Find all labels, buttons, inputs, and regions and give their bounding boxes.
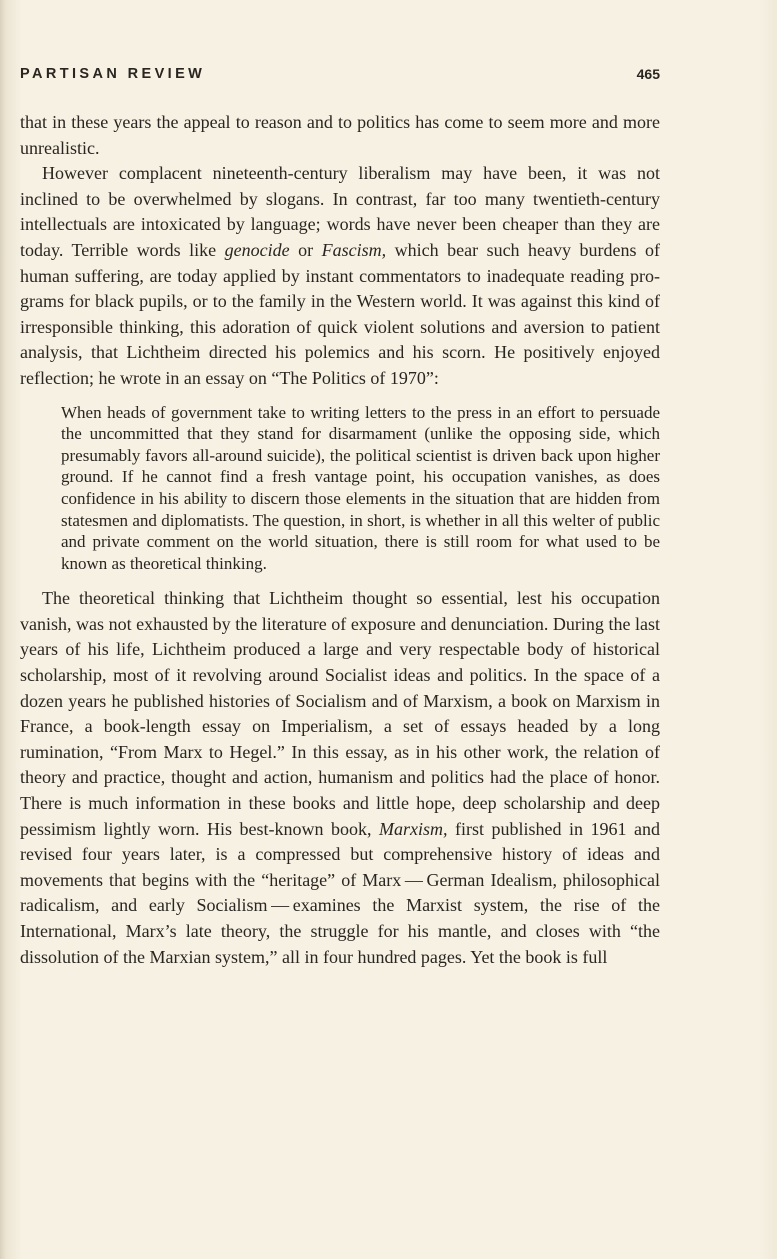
running-head — [20, 66, 660, 88]
block-quote — [61, 402, 660, 575]
text-run: or — [289, 239, 322, 260]
page-number: 465 — [636, 66, 660, 82]
text-run: The theoretical thinking that Lichtheim thought so essential, lest his occupation vanish, was not exhausted by the literature of exposure and denunciation. During the last years of his life, Lichtheim produced a large and very respectable body of historical scholarship, most of it revolving around Socialist ideas and politics. In the space of a dozen years he published histories of Socialism and of Marxism, a book on Marxism in France, a book-length essay on Imperialism, a set of essays headed by a long rumination, “From Marx to Hegel.” In this essay, as in his other work, the relation of theory and practice, thought and action, humanism and politics had the place of honor. There is much information in these books and little hope, deep scholarship and deep pessimism lightly worn. His best-known book, — [20, 588, 660, 839]
paragraph-scholarship — [20, 586, 660, 970]
italic-genocide: genocide — [224, 239, 290, 260]
paragraph-liberalism — [20, 161, 660, 391]
journal-title: PARTISAN REVIEW — [20, 66, 206, 82]
text-run: first published in 1961 and revised four years later, is a compressed but comprehensive history of ideas and movements that begins with the “heritage” of Marx — German Idealism, philosophical radicalism, and early Socialism — examines the Marxist system, the rise of the International, Marx’s late theory, the struggle for his mantle, and closes with “the dissolution of the Marxian system,” all in four hundred pages. Yet the book is full — [20, 818, 661, 967]
text-run: which bear such heavy burdens of human suffering, are today applied by instant commentators to inadequate reading programs for black pupils, or to the family in the Western world. It was against this kind of irresponsible thinking, this adoration of quick violent solutions and aversion to patient analysis, that Lichtheim directed his polemics and his scorn. He positively enjoyed reflection; he wrote in an essay on “The Politics of 1970”: — [20, 239, 660, 388]
block-quote-text: When heads of government take to writing letters to the press in an effort to persuade the uncommitted that they stand for disarmament (unlike the opposing side, which presumably favors all-around suicide), the political scientist is driven back upon higher ground. If he cannot find a fresh vantage point, his occupation vanishes, as does confidence in his ability to discern those elements in the situation that are hidden from statesmen and diplomatists. The question, in short, is whether in all this welter of public and private comment on the world situation, there is still room for what used to be known as theoretical thinking. — [61, 402, 660, 573]
text-run: However complacent nineteenth-century liberalism may have been, it was not inclined to be overwhelmed by slogans. In contrast, far too many twentieth-century intellectuals are intoxicated by language; words have never been cheaper than they are today. Terrible words like — [20, 163, 660, 260]
italic-fascism: Fascism, — [321, 239, 387, 260]
paragraph-continued: that in these years the appeal to reason and to politics has come to seem more and more unrealistic. — [20, 112, 660, 158]
article-body — [20, 110, 660, 970]
italic-marxism: Marxism, — [379, 818, 448, 839]
